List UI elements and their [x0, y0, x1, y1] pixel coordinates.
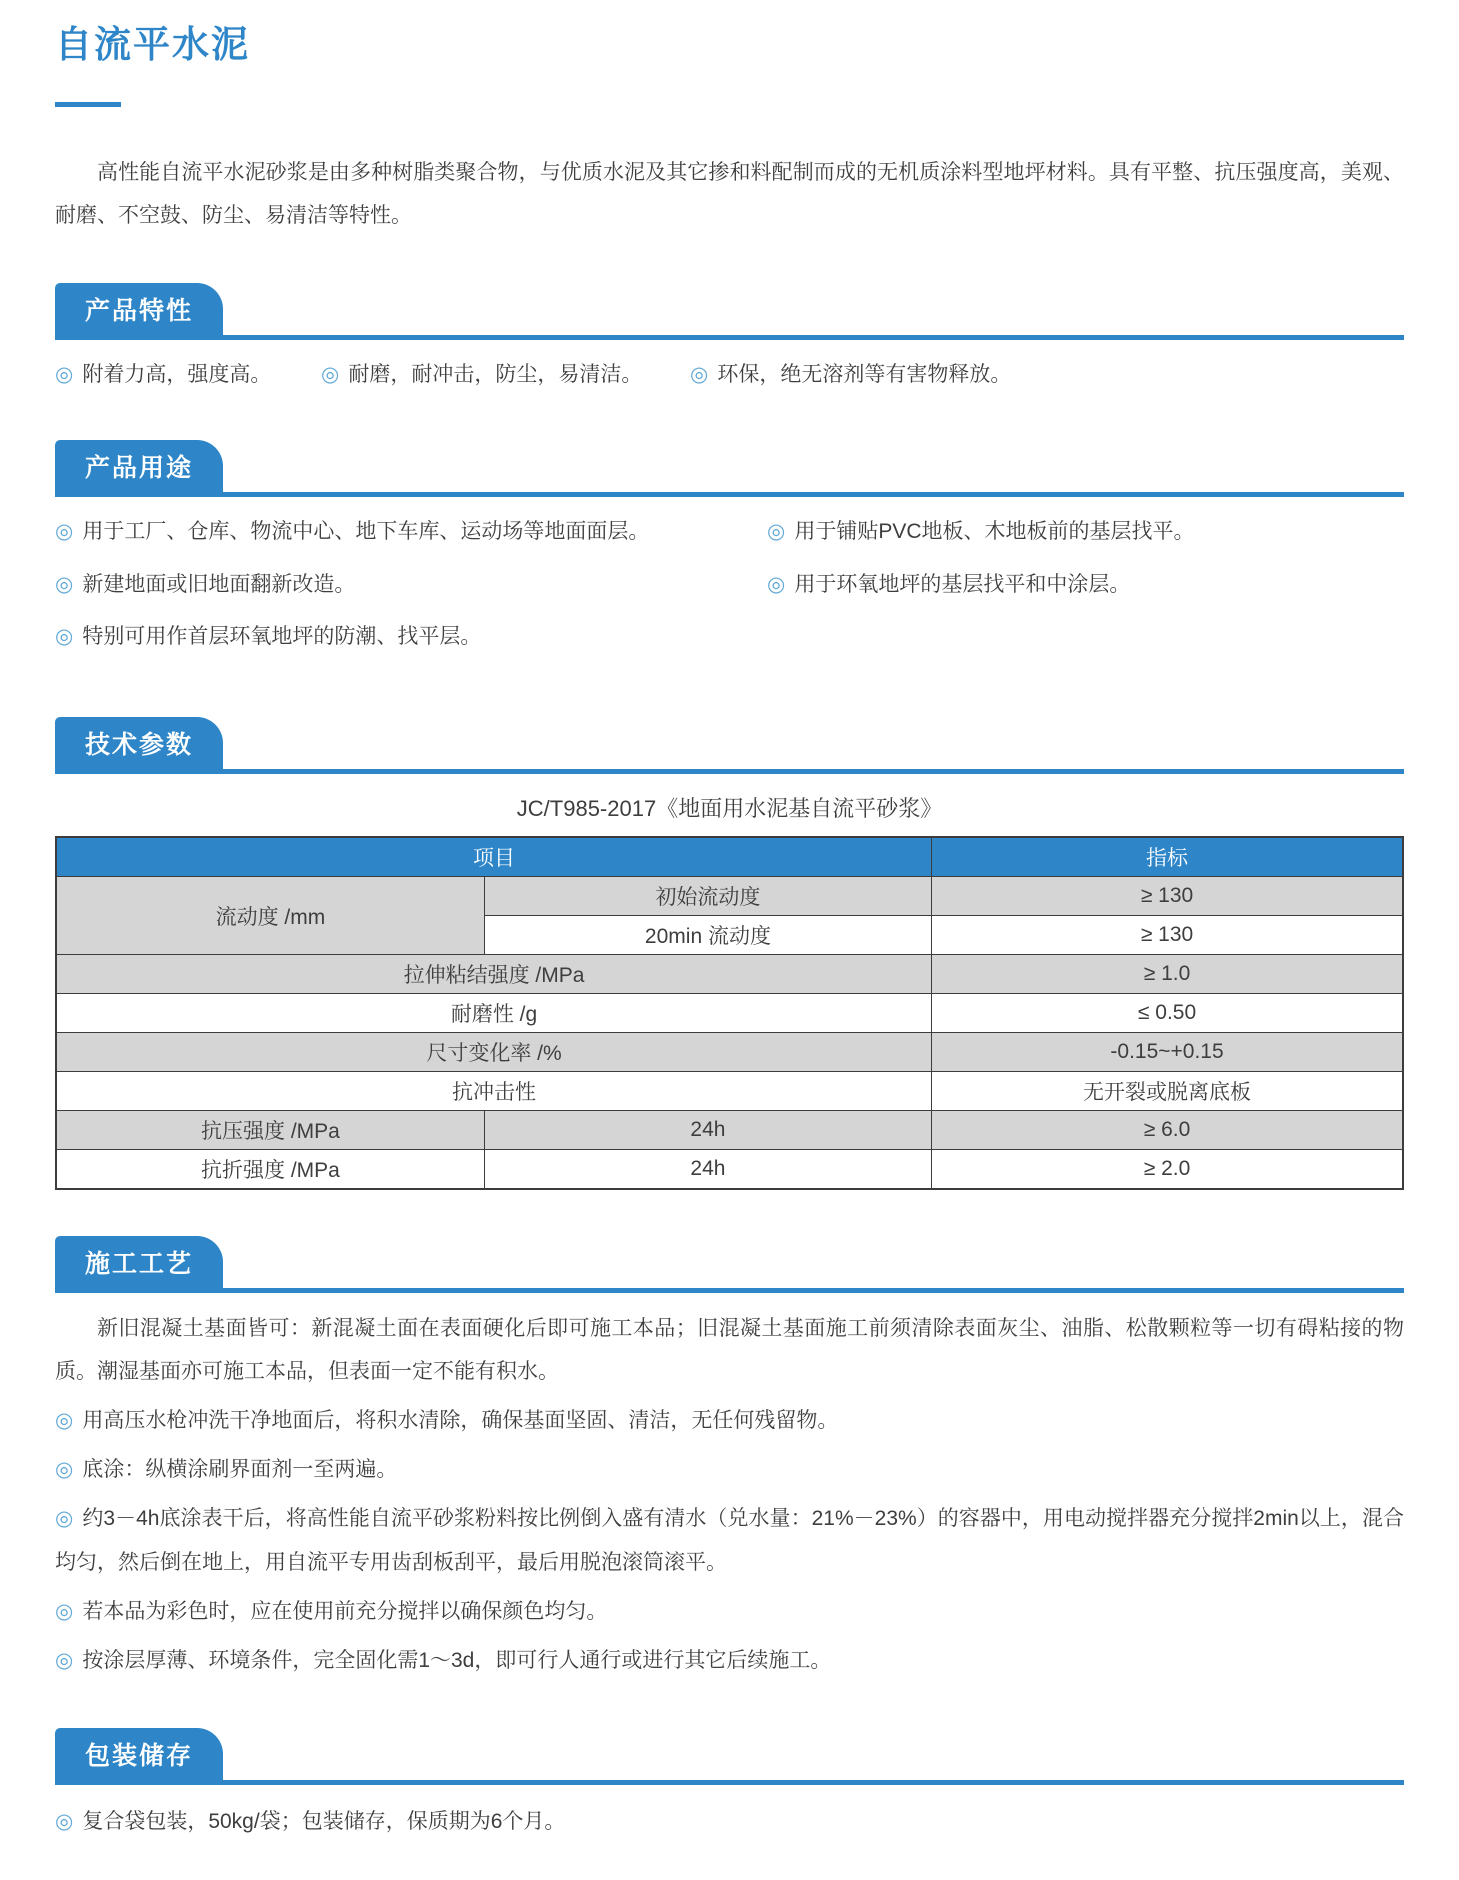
- process-item: [55, 1639, 1404, 1682]
- section-rule: [55, 492, 1404, 497]
- table-header-row: [56, 837, 1403, 877]
- cell-impact-label: 抗冲击性: [56, 1072, 932, 1111]
- feature-item: [321, 356, 690, 394]
- packaging-text: 复合袋包装，50kg/袋；包装储存，保质期为6个月。: [82, 1809, 566, 1833]
- cell-flow-initial-value: ≥ 130: [932, 877, 1403, 916]
- use-item: [767, 566, 1404, 604]
- section-header: [55, 1236, 1404, 1293]
- use-text: 用于环氧地坪的基层找平和中涂层。: [794, 572, 1131, 596]
- section-process: [55, 1236, 1404, 1681]
- cell-flexural-value: ≥ 2.0: [932, 1150, 1403, 1190]
- bullseye-icon: ◎: [55, 1599, 74, 1623]
- process-item: [55, 1399, 1404, 1442]
- cell-compressive-value: ≥ 6.0: [932, 1111, 1403, 1150]
- section-tab-specs: 技术参数: [55, 717, 223, 770]
- title-underline: [55, 102, 121, 107]
- bullseye-icon: ◎: [55, 1507, 74, 1531]
- cell-dimension-value: -0.15~+0.15: [932, 1033, 1403, 1072]
- feature-item: [55, 356, 321, 394]
- page-title: 自流平水泥: [55, 24, 250, 65]
- use-item: [767, 513, 1404, 551]
- bullseye-icon: ◎: [55, 1809, 74, 1833]
- header-cell-item: 项目: [56, 837, 932, 877]
- process-text: 用高压水枪冲洗干净地面后，将积水清除，确保基面坚固、清洁，无任何残留物。: [82, 1409, 839, 1433]
- cell-tensile-value: ≥ 1.0: [932, 955, 1403, 994]
- cell-abrasion-label: 耐磨性 /g: [56, 994, 932, 1033]
- bullseye-icon: ◎: [55, 1409, 74, 1433]
- uses-grid: [55, 513, 1404, 671]
- bullseye-icon: ◎: [321, 363, 340, 387]
- process-text: 约3－4h底涂表干后，将高性能自流平砂浆粉料按比例倒入盛有清水（兑水量：21%－23%）的容器中，用电动搅拌器充分搅拌2min以上，混合均匀，然后倒在地上，用自流平专用齿刮板刮平，最后用脱泡滚筒滚平。: [55, 1507, 1404, 1574]
- section-header: [55, 717, 1404, 774]
- section-tab-uses: 产品用途: [55, 440, 223, 493]
- section-rule: [55, 1780, 1404, 1785]
- feature-text: 环保，绝无溶剂等有害物释放。: [717, 363, 1012, 387]
- cell-compressive-label: 抗压强度 /MPa: [56, 1111, 484, 1150]
- process-item: [55, 1448, 1404, 1491]
- cell-dimension-label: 尺寸变化率 /%: [56, 1033, 932, 1072]
- bullseye-icon: ◎: [55, 1648, 74, 1672]
- section-rule: [55, 769, 1404, 774]
- use-text: 新建地面或旧地面翻新改造。: [82, 572, 356, 596]
- bullseye-icon: ◎: [55, 625, 74, 649]
- bullseye-icon: ◎: [55, 1458, 74, 1482]
- cell-flow-label: 流动度 /mm: [56, 877, 484, 955]
- intro-paragraph: 高性能自流平水泥砂浆是由多种树脂类聚合物，与优质水泥及其它掺和料配制而成的无机质涂料型地坪材料。具有平整、抗压强度高，美观、耐磨、不空鼓、防尘、易清洁等特性。: [55, 161, 1404, 228]
- spec-table: [55, 836, 1404, 1190]
- features-row: [55, 356, 1404, 394]
- bullseye-icon: ◎: [55, 519, 74, 543]
- bullseye-icon: ◎: [690, 363, 709, 387]
- process-text: 若本品为彩色时，应在使用前充分搅拌以确保颜色均匀。: [82, 1599, 608, 1623]
- feature-text: 附着力高，强度高。: [82, 363, 272, 387]
- section-header: [55, 440, 1404, 497]
- table-row: [56, 877, 1403, 916]
- bullseye-icon: ◎: [767, 519, 786, 543]
- table-row: [56, 1072, 1403, 1111]
- use-text: 用于工厂、仓库、物流中心、地下车库、运动场等地面面层。: [82, 519, 650, 543]
- table-row: [56, 955, 1403, 994]
- table-row: [56, 1033, 1403, 1072]
- uses-right-column: [767, 513, 1404, 671]
- use-item: [55, 513, 767, 551]
- cell-tensile-label: 拉伸粘结强度 /MPa: [56, 955, 932, 994]
- use-item: [55, 566, 767, 604]
- bullseye-icon: ◎: [55, 572, 74, 596]
- bullseye-icon: ◎: [55, 363, 74, 387]
- uses-left-column: [55, 513, 767, 671]
- table-row: [56, 1150, 1403, 1190]
- cell-compressive-time: 24h: [484, 1111, 931, 1150]
- process-text: 底涂：纵横涂刷界面剂一至两遍。: [82, 1458, 398, 1482]
- section-packaging: [55, 1728, 1404, 1841]
- process-item: [55, 1497, 1404, 1583]
- header-cell-index: 指标: [932, 837, 1403, 877]
- packaging-item: [55, 1803, 1404, 1841]
- section-uses: [55, 440, 1404, 671]
- process-text: 按涂层厚薄、环境条件，完全固化需1～3d，即可行人通行或进行其它后续施工。: [82, 1648, 832, 1672]
- section-specs: [55, 717, 1404, 1190]
- section-tab-packaging: 包装储存: [55, 1728, 223, 1781]
- section-tab-features: 产品特性: [55, 283, 223, 336]
- section-header: [55, 1728, 1404, 1785]
- cell-flow-20min: 20min 流动度: [484, 916, 931, 955]
- section-rule: [55, 335, 1404, 340]
- cell-flexural-time: 24h: [484, 1150, 931, 1190]
- table-row: [56, 1111, 1403, 1150]
- cell-flexural-label: 抗折强度 /MPa: [56, 1150, 484, 1190]
- feature-text: 耐磨，耐冲击，防尘，易清洁。: [348, 363, 643, 387]
- section-header: [55, 283, 1404, 340]
- process-paragraph: 新旧混凝土基面皆可：新混凝土面在表面硬化后即可施工本品；旧混凝土基面施工前须清除表面灰尘、油脂、松散颗粒等一切有碍粘接的物质。潮湿基面亦可施工本品，但表面一定不能有积水。: [55, 1317, 1404, 1384]
- section-features: [55, 283, 1404, 394]
- feature-item: [690, 356, 1011, 394]
- section-rule: [55, 1288, 1404, 1293]
- section-tab-process: 施工工艺: [55, 1236, 223, 1289]
- cell-flow-initial: 初始流动度: [484, 877, 931, 916]
- cell-impact-value: 无开裂或脱离底板: [932, 1072, 1403, 1111]
- use-text: 特别可用作首层环氧地坪的防潮、找平层。: [82, 625, 482, 649]
- cell-flow-20min-value: ≥ 130: [932, 916, 1403, 955]
- table-caption: JC/T985-2017《地面用水泥基自流平砂浆》: [516, 796, 943, 822]
- process-item: [55, 1590, 1404, 1633]
- use-item: [55, 618, 767, 656]
- bullseye-icon: ◎: [767, 572, 786, 596]
- use-text: 用于铺贴PVC地板、木地板前的基层找平。: [794, 519, 1195, 543]
- cell-abrasion-value: ≤ 0.50: [932, 994, 1403, 1033]
- table-row: [56, 994, 1403, 1033]
